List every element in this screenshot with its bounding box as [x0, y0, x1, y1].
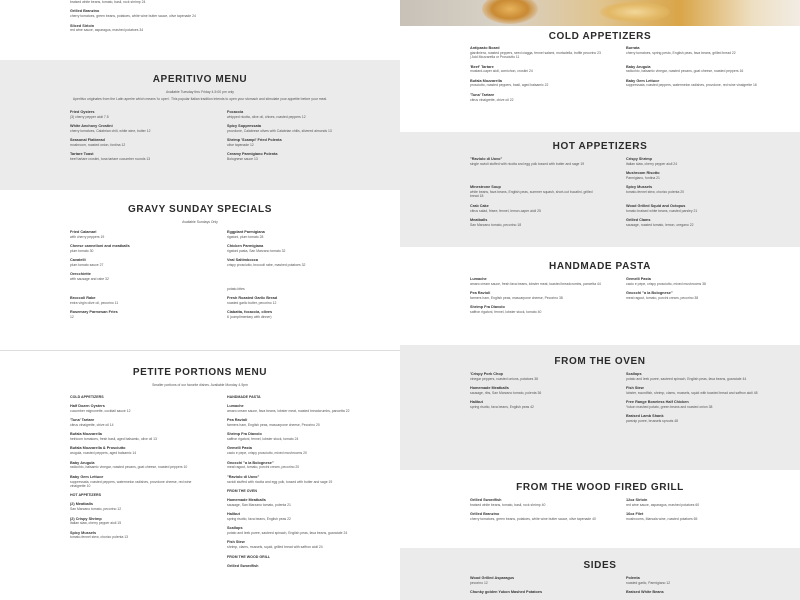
menu-item: Bufala Mozzarella & Prosciutto arugula, roasted peppers, aged balsamic 14: [70, 446, 137, 456]
menu-item: Creamy Parmigiano Polenta Bolognese sauce 13: [227, 152, 278, 162]
menu-item: 12oz Sirloin red wine sauce, asparagus, mashed potatoes 60: [626, 498, 700, 507]
menu-item: Bufala Mozzarella heirloom tomatoes, fresh basil, aged balsamic, olive oil 13: [70, 432, 157, 442]
subheading: FROM THE WOOD GRILL: [227, 554, 271, 559]
menu-item: Halibut spring risotto, fava beans, English peas 42: [470, 400, 534, 410]
section-title: FROM THE WOOD FIRED GRILL: [516, 482, 684, 493]
menu-item: Crispy Shrimp Italian slaw, cherry pepper aioli 24: [626, 157, 678, 166]
menu-item: Pea Ravioli farmers ham, English peas, mascarpone cheese, Pecorino 20: [227, 418, 320, 427]
menu-item: Grilled Swordfish: [227, 563, 259, 568]
menu-item: 'Tuna' Tartare citrus vinaigrette, chive oil 22: [470, 92, 514, 102]
section-note: Smaller portions of our favorite dishes. Available Monday 4-9pm: [152, 383, 248, 387]
menu-item: Scallops potato and leek puree, sauteed spinach, English peas, fava beans, guanciale 44: [626, 372, 747, 381]
section-title: PETITE PORTIONS MENU: [132, 367, 268, 378]
menu-item: Focaccia whipped ricotta, olive oil, chives, roasted peppers 12: [227, 110, 306, 119]
plate-image: [482, 0, 538, 24]
subheading: HOT APPETIZERS: [70, 493, 102, 498]
subheading: FROM THE OVEN: [227, 488, 257, 493]
cold-appetizers-section: [400, 26, 800, 132]
hot-appetizers-section: [400, 132, 800, 247]
menu-item: Baby Gem Lettuce soppressata, roasted peppers, watermelon radishes, provolone cheese, red wine vinaigrette 10: [70, 474, 192, 488]
menu-item: Free Range Boneless Half Chicken Yukon mashed potato, green beans and roasted onion 38: [626, 400, 713, 410]
menu-item: Fresh Roasted Garlic Bread roasted garlic butter, pecorino 12: [227, 296, 278, 305]
menu-item: Chunky golden Yukon Mashed Potatoes: [470, 590, 543, 595]
menu-item: Shrimp Fra Diavolo saffron rigatoni, fennel, lobster stock, tomato 40: [470, 305, 542, 315]
menu-item: [470, 414, 602, 423]
menu-item: 16oz Filet mushrooms, Marsala wine, roasted potatoes 65: [626, 512, 698, 521]
menu-item: Spicy Mussels tomato-fennel stew, chorizo polenta 13: [70, 530, 129, 540]
menu-item: Broccoli Rabe extra virgin olive oil, pecorino 11: [70, 296, 119, 305]
menu-item: Fried Calamari with cherry peppers 19: [70, 230, 105, 239]
menu-item: Lumache amaro cream sauce, fava beans, lobster meat, roasted breadcrumbs, pancetta 22: [227, 404, 350, 413]
menu-item: Cavatelli plum tomato sauce 27: [70, 258, 104, 268]
menu-item: Crab Cake citrus salad, frisee, fennel, lemon-caper aioli 25: [470, 203, 541, 213]
menu-item: Bufala Mozzarella prosciutto, roasted peppers, basil, aged balsamic 22: [470, 78, 549, 88]
menu-item: Wood Grilled Squid and Octopus tomato braised white beans, roasted parsley 21: [626, 203, 698, 213]
menu-item: Homemade Meatballs sausage, San Marzano tomato, polenta 21: [227, 497, 291, 507]
menu-item: Gnocchi "a la Bolognese" meat ragout, tomato, porcini cream, pecorino 20: [227, 460, 300, 470]
section-title: SIDES: [583, 560, 617, 571]
sides-section: [400, 548, 800, 600]
section-title: COLD APPETIZERS: [548, 31, 652, 42]
menu-item: Half Dozen Oysters cucumber mignonette, cocktail sauce 12: [70, 404, 131, 413]
menu-item: 'Tuna' Tartare citrus vinaigrette, chive oil 14: [70, 418, 114, 427]
menu-item: 'Beef' Tartare mustard-caper aioli, cornichon, crostini 24: [470, 64, 533, 74]
menu-item: (2) Meatballs San Marzano tomato, pecorino 12: [70, 502, 122, 512]
menu-item: Gemelli Pasta cacio e pepe, crispy prosciutto, mixed mushrooms 38: [626, 277, 706, 286]
list-item: Grilled Branzino cherry tomatoes, green beans, potatoes, white wine butter sauce, olive tapenade 24: [70, 9, 196, 19]
menu-item: Grilled Swordfish braised white beans, tomato, basil, rock shrimp 40: [470, 498, 546, 507]
menu-item: Braised White Beans: [626, 590, 664, 595]
subheading: COLD APPETIZERS: [70, 395, 104, 399]
aperitivo-section: [0, 60, 400, 190]
right-column: [400, 0, 800, 600]
from-the-oven-section: [400, 345, 800, 470]
wood-fired-grill-section: [400, 470, 800, 548]
menu-item: [626, 93, 758, 102]
petite-column-2: [227, 394, 360, 573]
petite-portions-section: [0, 350, 400, 600]
menu-item: Lumache amaro cream sauce, fresh fava beans, lobster meat, toasted breadcrumbs, pancetta 44: [470, 277, 601, 286]
menu-item: Meatballs San Marzano tomato, pecorino 18: [470, 218, 522, 227]
menu-item: Baby Gem Lettuce soppressata, roasted peppers, watermelon radishes, provolone, red wine vinaigrette 16: [626, 78, 757, 88]
garnish-image: [600, 2, 670, 22]
list-item: braised white beans, tomato, basil, rock shrimp 24: [70, 0, 146, 4]
list-item: Sliced Sirloin red wine sauce, asparagus, mashed potatoes 34: [70, 23, 144, 33]
menu-item: Cheese cannelloni and meatballs plum tomato 30: [70, 244, 130, 253]
menu-item: Minestrone Soup white beans, fava beans, English peas, summer squash, short-cut bucatini, grilled bread 18: [470, 185, 593, 199]
menu-item: 'Crispy Pork Chop vinegar peppers, roasted onions, potatoes 38: [470, 372, 539, 381]
menu-item: Ciabatta, focaccia, olives 6 (complimentary with dinner): [227, 310, 273, 319]
menu-item: Grilled Branzino cherry tomatoes, green beans, potatoes, white wine butter sauce, olive tapenade 40: [470, 512, 596, 521]
menu-item: Seasonal Flatbread mushroom, roasted onion, fontina 12: [70, 138, 126, 148]
menu-item: Wood Grilled Asparagus pecorino 12: [470, 576, 515, 585]
menu-item: "Raviolo di Uovo" ravioli stuffed with ricotta and egg yolk, tossed with butter and sage 19: [227, 474, 333, 484]
menu-item: (2) Crispy Shrimp Italian slaw, cherry pepper aioli 15: [70, 516, 122, 526]
menu-item: "Raviolo di Uovo" single ravioli stuffed with ricotta and egg yolk tossed with butter and sage 19: [470, 157, 585, 166]
sunday-specials-section: [0, 190, 400, 350]
section-description: Aperitivo originates from the Latin aperire which means 'to open'. This popular Italian tradition intends to open your stomach and stimulate your appetite before your meal.: [72, 97, 328, 101]
menu-item: Spicy Mussels tomato-fennel stew, chorizo polenta 20: [626, 185, 685, 195]
menu-item: Tartare Toast beef tartare crostini, tuna tartare cucumber rounds 13: [70, 152, 151, 162]
menu-item: Rosemary Parmesan Fries 12: [70, 310, 118, 319]
section-title: GRAVY SUNDAY SPECIALS: [128, 204, 272, 215]
menu-item: Halibut spring risotto, fava beans, English peas 22: [227, 512, 291, 521]
menu-item: Fish Stew lobster, swordfish, shrimp, clams, mussels, squid with toasted bread and saffron aioli 48: [626, 386, 758, 395]
menu-item: Polenta roasted garlic, Parmigiano 12: [626, 576, 671, 585]
food-photo: [400, 0, 800, 26]
menu-item: Gemelli Pasta cacio e pepe, crispy prosciutto, mixed mushrooms 20: [227, 446, 307, 456]
menu-item: Gnocchi "a la Bolognese" meat ragout, tomato, porcini cream, pecorino 38: [626, 291, 699, 300]
menu-item: Grilled Clams sausage, roasted tomato, lemon, oregano 22: [626, 218, 694, 227]
menu-item: White Anchovy Crostini cherry tomatoes, Calabrian chili, white wine, butter 12: [70, 124, 151, 133]
menu-item: Homemade Meatballs sausage, ribs, San Marzano tomato, polenta 36: [470, 386, 542, 395]
menu-item: Fish Stew shrimp, clams, mussels, squid, grilled bread with saffron aioli 24: [227, 540, 323, 550]
menu-item: Spicy Soppressata provolone, Calabrese olives with Calabrian chilis, slivered almonds 13: [227, 124, 332, 133]
subheading: HANDMADE PASTA: [227, 395, 261, 399]
menu-item: [227, 272, 360, 281]
menu-item: Eggplant Parmigiana rigatoni, plum tomato 28: [227, 230, 265, 239]
menu-item: potato-bites: [227, 286, 245, 291]
menu-item: [470, 171, 602, 180]
section-title: HOT APPETIZERS: [552, 141, 648, 152]
menu-item: Veal Saltimbocca crispy prosciutto, broccoli rabe, mashed potatoes 32: [227, 258, 306, 268]
main-course-fragment: [0, 0, 400, 60]
handmade-pasta-section: [400, 247, 800, 345]
section-title: APERITIVO MENU: [152, 74, 248, 85]
menu-item: Shrimp 'Scampi' Fried Polenta olive tapenade 12: [227, 138, 282, 148]
petite-column-1: [70, 394, 203, 573]
menu-item: Orecchiette with sausage and rabe 32: [70, 272, 109, 282]
menu-item: Scallops potato and leek puree, sauteed spinach, English peas, fava beans, guanciale 24: [227, 526, 348, 535]
menu-item: [626, 305, 758, 314]
section-note: Available Tuesday thru Friday 4-5:00 pm only: [166, 90, 234, 94]
menu-item: Chicken Parmigiana rigatoni pasta, San Marzano tomato 32: [227, 244, 286, 253]
menu-item: Burrata cherry tomatoes, spring pesto, English peas, fava beans, grilled bread 22: [626, 46, 736, 55]
menu-item: Braised Lamb Shank parsnip puree, brussels sprouts 48: [626, 414, 679, 424]
menu-item: Fried Oysters (3) cherry pepper aioli 7.5: [70, 110, 109, 119]
menu-item: Baby Arugula radicchio, balsamic vinegar, roasted pecans, goat cheese, roasted peppers 10: [70, 460, 188, 470]
section-note: Available Sundays Only: [182, 220, 218, 224]
menu-item: Pea Ravioli farmers ham, English peas, mascarpone cheese, Pecorino 38: [470, 291, 563, 300]
menu-item: Antipasto Board giardiniera, roasted peppers, seed ciagga, fennel salami, mortadella, truffle pecorino 23 | Add Mozzarella or Prosciutto 11: [470, 46, 601, 60]
menu-item: Mushroom Risotto Parmigiano, fontina 21: [626, 171, 660, 180]
menu-item: [70, 287, 203, 291]
menu-item: Shrimp Fra Diavolo saffron rigatoni, fennel, lobster stock, tomato 24: [227, 432, 299, 442]
section-title: FROM THE OVEN: [554, 356, 646, 367]
menu-item: Baby Arugula radicchio, balsamic vinegar, roasted pecans, goat cheese, roasted peppers 16: [626, 64, 744, 74]
section-title: HANDMADE PASTA: [549, 261, 651, 272]
